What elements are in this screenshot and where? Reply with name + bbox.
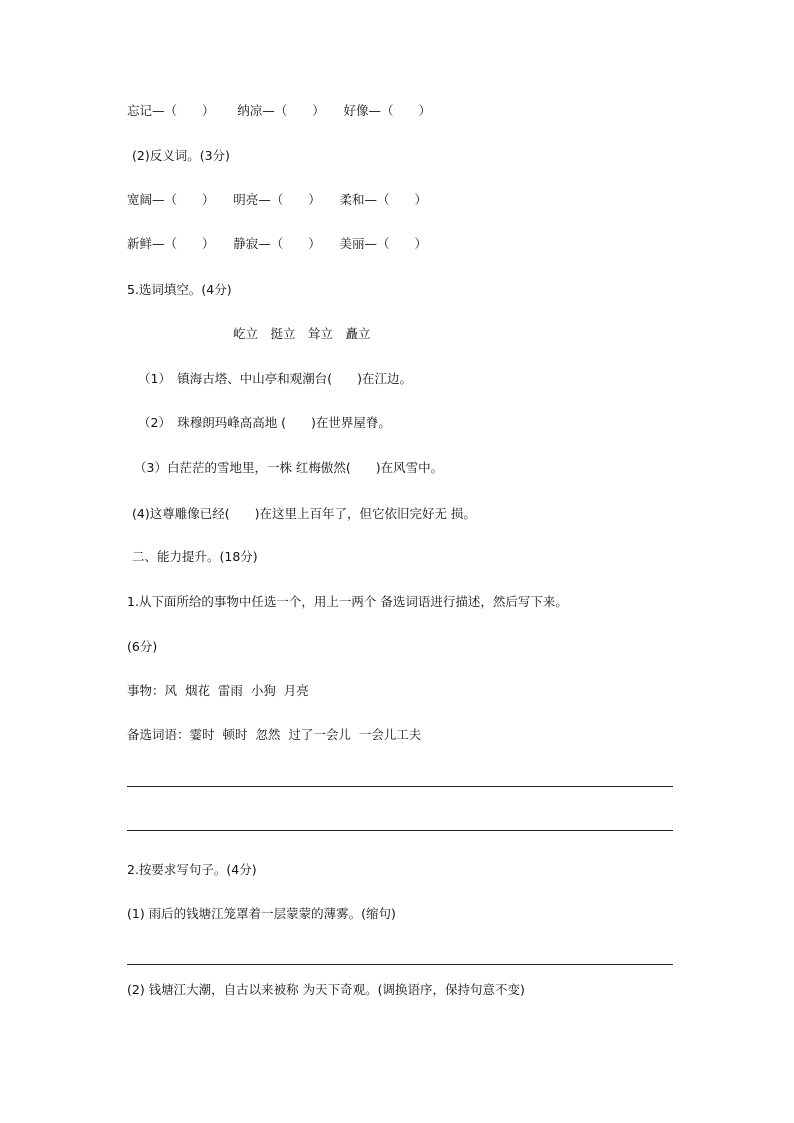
question-5-heading: 5.选词填空。(4分) [127,282,232,297]
section-2-q1-things: 事物：风 烟花 雷雨 小狗 月亮 [127,683,309,698]
question-5-item-2: （2） 珠穆朗玛峰高高地 ( )在世界屋脊。 [138,415,391,430]
answer-line-1[interactable] [127,786,673,787]
question-5-item-1: （1） 镇海古塔、中山亭和观潮台( )在江边。 [138,371,412,386]
section-2-q2-heading: 2.按要求写句子。(4分) [127,862,257,877]
synonyms-row-1: 忘记—（ ） 纳凉—（ ） 好像—（ ） [127,103,431,118]
antonyms-row-2: 新鲜—（ ） 静寂—（ ） 美丽—（ ） [127,236,428,251]
section-2-q1-score: (6分) [127,639,158,654]
section-2-q2-item-1: (1) 雨后的钱塘江笼罩着一层蒙蒙的薄雾。(缩句) [127,906,396,921]
answer-line-3[interactable] [127,964,673,965]
question-5-word-options: 屹立 挺立 耸立 矗立 [233,326,371,341]
question-5-item-4: (4)这尊雕像已经( )在这里上百年了，但它依旧完好无 损。 [132,506,476,521]
section-2-q1-word-bank: 备选词语：霎时 顿时 忽然 过了一会儿 一会儿工夫 [127,727,422,742]
antonyms-heading: (2)反义词。(3分) [132,148,230,163]
antonyms-row-1: 宽阔—（ ） 明亮—（ ） 柔和—（ ） [127,192,428,207]
section-2-heading: 二、能力提升。(18分) [132,549,258,564]
section-2-q1-prompt: 1.从下面所给的事物中任选一个，用上一两个 备选词语进行描述，然后写下来。 [127,594,568,609]
question-5-item-3: （3）白茫茫的雪地里，一株 红梅傲然( )在风雪中。 [134,460,444,475]
section-2-q2-item-2: (2) 钱塘江大潮，自古以来被称 为天下奇观。(调换语序，保持句意不变) [127,982,525,997]
answer-line-2[interactable] [127,830,673,831]
